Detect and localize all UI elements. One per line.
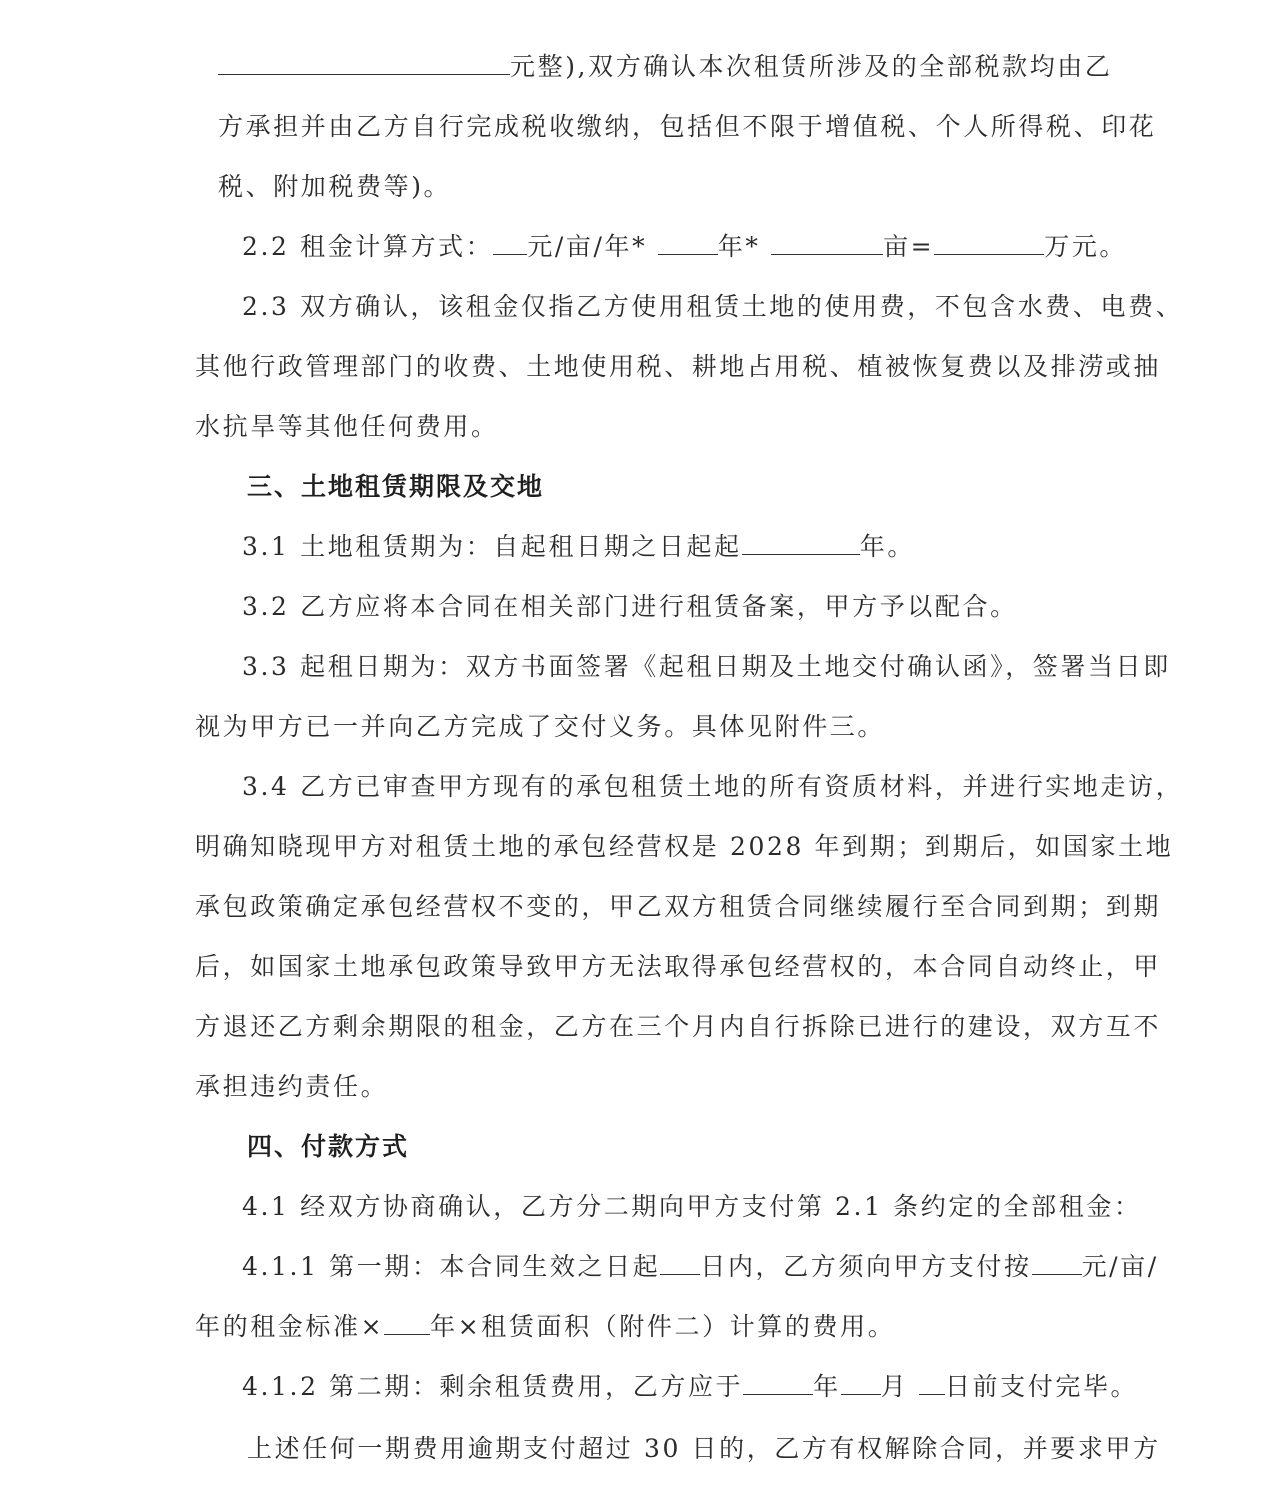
clause-2-2 [242,230,1127,264]
area-blank [771,230,883,255]
total-blank [934,230,1044,255]
clause-4-1-2-month: 月 [880,1372,909,1401]
clause-4-1-2 [242,1370,1138,1404]
section-4-heading: 四、付款方式 [247,1132,410,1161]
clause-2-3-line-1: 2.3 双方确认，该租金仅指乙方使用租赁土地的使用费，不包含水费、电费、 [242,292,1184,321]
payment-day-blank [919,1370,945,1395]
clause-4-1-1-prefix: 4.1.1 第一期：本合同生效之日起 [242,1252,661,1281]
clause-4-1-2-suffix: 日前支付完毕。 [944,1372,1139,1401]
clause-3-4-line-6: 承担违约责任。 [195,1072,389,1101]
clause-4-1: 4.1 经双方协商确认，乙方分二期向甲方支付第 2.1 条约定的全部租金： [242,1192,1142,1221]
clause-3-4-line-2: 明确知晓现甲方对租赁土地的承包经营权是 2028 年到期；到期后，如国家土地 [195,832,1174,861]
section-3-heading: 三、土地租赁期限及交地 [247,472,545,501]
payment-month-blank [841,1370,881,1395]
clause-3-4-line-4: 后，如国家土地承包政策导致甲方无法取得承包经营权的，本合同自动终止，甲 [195,952,1162,981]
clause-3-1 [242,530,915,564]
clause-2-2-unit-3: 亩= [883,232,935,261]
lease-term-blank [742,530,860,555]
clause-4-1-1-l2-suffix: 年×租赁面积（附件二）计算的费用。 [430,1312,896,1341]
clause-4-1-1-mid: 日内，乙方须向甲方支付按 [700,1252,1032,1281]
clause-4-1-2-prefix: 4.1.2 第二期：剩余租赁费用，乙方应于 [242,1372,744,1401]
clause-4-1-1-l2-prefix: 年的租金标准× [195,1312,385,1341]
clause-4-1-2-year: 年 [813,1372,841,1401]
clause-2-2-unit-2: 年* [717,232,761,261]
clause-2-3-line-2: 其他行政管理部门的收费、土地使用税、耕地占用税、植被恢复费以及排涝或抽 [195,352,1162,381]
payment-year-blank [743,1370,813,1395]
tax-line-1-text: 元整),双方确认本次租赁所涉及的全部税款均由乙 [510,52,1113,81]
clause-4-1-1-line-2 [195,1310,895,1344]
clause-3-1-suffix: 年。 [859,532,915,561]
clause-3-4-line-3: 承包政策确定承包经营权不变的，甲乙双方租赁合同继续履行至合同到期；到期 [195,892,1162,921]
clause-2-2-unit-4: 万元。 [1044,232,1128,261]
clause-4-1-1-line-1 [242,1250,1159,1284]
clause-3-3-line-2: 视为甲方已一并向乙方完成了交付义务。具体见附件三。 [195,712,886,741]
clause-2-3-line-3: 水抗旱等其他任何费用。 [195,412,499,441]
clause-3-4-line-5: 方退还乙方剩余期限的租金，乙方在三个月内自行拆除已进行的建设，双方互不 [195,1012,1162,1041]
clause-3-4-line-1: 3.4 乙方已审查甲方现有的承包租赁土地的所有资质材料，并进行实地走访， [242,772,1184,801]
tax-paragraph-line-1 [218,50,1113,84]
clause-2-2-unit-1: 元/亩/年* [527,232,648,261]
tax-paragraph-line-2: 方承担并由乙方自行完成税收缴纳，包括但不限于增值税、个人所得税、印花 [218,112,1157,141]
clause-2-2-prefix: 2.2 租金计算方式： [242,232,494,261]
clause-3-1-prefix: 3.1 土地租赁期为：自起租日期之日起起 [242,532,742,561]
clause-3-3-line-1: 3.3 起租日期为：双方书面签署《起租日期及土地交付确认函》，签署当日即 [242,652,1171,681]
amount-blank [218,50,510,75]
clause-3-2: 3.2 乙方应将本合同在相关部门进行租赁备案，甲方予以配合。 [242,592,1018,621]
overdue-clause-line: 上述任何一期费用逾期支付超过 30 日的，乙方有权解除合同，并要求甲方 [247,1434,1161,1463]
years-blank [658,230,718,255]
price-blank [493,230,527,255]
first-period-years-blank [384,1310,430,1335]
unit-price-blank [1032,1250,1082,1275]
tax-paragraph-line-3: 税、附加税费等)。 [218,172,452,201]
days-blank [660,1250,700,1275]
clause-4-1-1-suffix: 元/亩/ [1081,1252,1159,1281]
